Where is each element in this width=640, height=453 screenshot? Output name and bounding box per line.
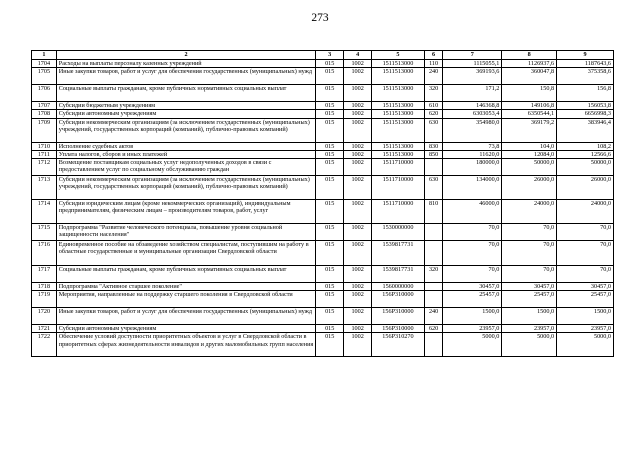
section-code-cell: 1002 [344,333,372,357]
item-name-cell: Обеспечение условий доступности приоритетных объектов и услуг в Свердловской области в приоритетных сферах жизнедеятельности инвалидов и других маломобильных групп населения [56,333,315,357]
row-number-cell: 1704 [32,60,57,68]
expense-type-cell: 850 [424,150,443,158]
expense-type-cell: 620 [424,110,443,118]
section-code-cell: 1002 [344,60,372,68]
item-name-cell: Подпрограмма "Активное старшее поколение" [56,283,315,291]
target-article-cell: 1511513000 [372,60,425,68]
amount-year3-cell: 24000,0 [557,200,614,224]
expense-type-cell [424,224,443,241]
item-name-cell: Мероприятия, направленные на поддержку старшего поколения в Свердловской области [56,291,315,308]
amount-year3-cell: 375358,6 [557,68,614,85]
table-row [32,60,614,68]
target-article-cell: 1511513000 [372,118,425,142]
section-code-cell: 1002 [344,150,372,158]
header-cell: 3 [316,51,344,60]
amount-year1-cell: 25457,0 [443,291,502,308]
table-row [32,142,614,150]
amount-year1-cell: 180000,0 [443,159,502,176]
section-code-cell: 1002 [344,200,372,224]
amount-year1-cell: 134000,0 [443,176,502,200]
item-name-cell: Социальные выплаты гражданам, кроме публичных нормативных социальных выплат [56,266,315,283]
expense-type-cell: 110 [424,60,443,68]
target-article-cell: 1511513000 [372,85,425,102]
section-code-cell: 1002 [344,159,372,176]
amount-year1-cell: 30457,0 [443,283,502,291]
section-code-cell: 1002 [344,291,372,308]
section-code-cell: 1002 [344,241,372,266]
amount-year1-cell: 70,0 [443,241,502,266]
item-name-cell: Субсидии некоммерческим организациям (за исключением государственных (муниципальных) учреждений, государственных корпораций (компаний), публично-правовых компаний) [56,176,315,200]
header-cell: 5 [372,51,425,60]
row-number-cell: 1715 [32,224,57,241]
amount-year2-cell: 24000,0 [502,200,557,224]
item-name-cell: Возмещение поставщикам социальных услуг недополученных доходов в связи с предоставлением услуг по социальному обслуживанию граждан [56,159,315,176]
table-row [32,325,614,333]
amount-year1-cell: 70,0 [443,224,502,241]
amount-year3-cell: 25457,0 [557,291,614,308]
item-name-cell: Субсидии некоммерческим организациям (за исключением государственных (муниципальных) учреждений, государственных корпораций (компаний), публично-правовых компаний) [56,118,315,142]
amount-year2-cell: 70,0 [502,241,557,266]
table-header-row [32,51,614,60]
expense-type-cell: 810 [424,200,443,224]
header-cell: 8 [502,51,557,60]
amount-year2-cell: 25457,0 [502,291,557,308]
row-number-cell: 1707 [32,102,57,110]
amount-year3-cell: 1500,0 [557,308,614,325]
expense-type-cell: 620 [424,325,443,333]
amount-year1-cell: 171,2 [443,85,502,102]
amount-year2-cell: 26000,0 [502,176,557,200]
amount-year3-cell: 156,8 [557,85,614,102]
ministry-code-cell: 015 [316,159,344,176]
table-row [32,283,614,291]
ministry-code-cell: 015 [316,68,344,85]
amount-year2-cell: 30457,0 [502,283,557,291]
row-number-cell: 1720 [32,308,57,325]
amount-year3-cell: 1187643,6 [557,60,614,68]
ministry-code-cell: 015 [316,142,344,150]
expense-type-cell [424,241,443,266]
expense-type-cell [424,333,443,357]
amount-year2-cell: 70,0 [502,224,557,241]
row-number-cell: 1705 [32,68,57,85]
ministry-code-cell: 015 [316,150,344,158]
row-number-cell: 1722 [32,333,57,357]
target-article-cell: 1511513000 [372,110,425,118]
budget-table [31,50,614,357]
row-number-cell: 1706 [32,85,57,102]
amount-year1-cell: 70,0 [443,266,502,283]
amount-year1-cell: 73,8 [443,142,502,150]
row-number-cell: 1711 [32,150,57,158]
amount-year3-cell: 30457,0 [557,283,614,291]
header-cell: 9 [557,51,614,60]
table-row [32,68,614,85]
amount-year3-cell: 70,0 [557,241,614,266]
row-number-cell: 1718 [32,283,57,291]
section-code-cell: 1002 [344,176,372,200]
expense-type-cell: 240 [424,68,443,85]
row-number-cell: 1710 [32,142,57,150]
amount-year2-cell: 12084,0 [502,150,557,158]
table-row [32,308,614,325]
ministry-code-cell: 015 [316,333,344,357]
table-row [32,241,614,266]
row-number-cell: 1719 [32,291,57,308]
table-row [32,176,614,200]
target-article-cell: 1511710000 [372,176,425,200]
amount-year2-cell: 6350544,1 [502,110,557,118]
amount-year1-cell: 1500,0 [443,308,502,325]
amount-year2-cell: 360047,8 [502,68,557,85]
section-code-cell: 1002 [344,118,372,142]
target-article-cell: 1539817731 [372,241,425,266]
target-article-cell: 1560000000 [372,283,425,291]
row-number-cell: 1716 [32,241,57,266]
amount-year3-cell: 6656998,3 [557,110,614,118]
amount-year3-cell: 26000,0 [557,176,614,200]
table-row [32,200,614,224]
amount-year3-cell: 23957,0 [557,325,614,333]
amount-year3-cell: 156053,8 [557,102,614,110]
row-number-cell: 1717 [32,266,57,283]
target-article-cell: 1511513000 [372,68,425,85]
expense-type-cell: 320 [424,266,443,283]
table-row [32,102,614,110]
amount-year3-cell: 383946,4 [557,118,614,142]
item-name-cell: Уплата налогов, сборов и иных платежей [56,150,315,158]
amount-year1-cell: 11620,0 [443,150,502,158]
table-row [32,159,614,176]
table-row [32,291,614,308]
row-number-cell: 1712 [32,159,57,176]
item-name-cell: Расходы на выплаты персоналу казенных учреждений [56,60,315,68]
amount-year3-cell: 108,2 [557,142,614,150]
table-row [32,118,614,142]
table-body [32,60,614,357]
expense-type-cell: 320 [424,85,443,102]
item-name-cell: Иные закупки товаров, работ и услуг для обеспечения государственных (муниципальных) нужд [56,68,315,85]
item-name-cell: Субсидии автономным учреждениям [56,325,315,333]
ministry-code-cell: 015 [316,283,344,291]
row-number-cell: 1708 [32,110,57,118]
target-article-cell: 1511513000 [372,142,425,150]
row-number-cell: 1721 [32,325,57,333]
target-article-cell: 1539817731 [372,266,425,283]
section-code-cell: 1002 [344,68,372,85]
table-row [32,266,614,283]
section-code-cell: 1002 [344,308,372,325]
ministry-code-cell: 015 [316,308,344,325]
header-cell: 1 [32,51,57,60]
amount-year1-cell: 1115055,1 [443,60,502,68]
page-number: 273 [311,12,329,24]
amount-year2-cell: 150,8 [502,85,557,102]
amount-year1-cell: 5000,0 [443,333,502,357]
item-name-cell: Подпрограмма "Развитие человеческого потенциала, повышение уровня социальной защищенности населения" [56,224,315,241]
ministry-code-cell: 015 [316,325,344,333]
table-row [32,150,614,158]
amount-year3-cell: 50000,0 [557,159,614,176]
amount-year1-cell: 354980,0 [443,118,502,142]
amount-year2-cell: 23957,0 [502,325,557,333]
target-article-cell: 1511513000 [372,102,425,110]
item-name-cell: Социальные выплаты гражданам, кроме публичных нормативных социальных выплат [56,85,315,102]
table-row [32,224,614,241]
amount-year1-cell: 146368,8 [443,102,502,110]
row-number-cell: 1713 [32,176,57,200]
row-number-cell: 1714 [32,200,57,224]
expense-type-cell: 630 [424,176,443,200]
ministry-code-cell: 015 [316,266,344,283]
item-name-cell: Субсидии автономным учреждениям [56,110,315,118]
header-cell: 6 [424,51,443,60]
ministry-code-cell: 015 [316,291,344,308]
amount-year2-cell: 50000,0 [502,159,557,176]
amount-year3-cell: 5000,0 [557,333,614,357]
ministry-code-cell: 015 [316,60,344,68]
amount-year3-cell: 70,0 [557,266,614,283]
table-row [32,333,614,357]
target-article-cell: 1511710000 [372,200,425,224]
section-code-cell: 1002 [344,283,372,291]
expense-type-cell [424,283,443,291]
header-cell: 4 [344,51,372,60]
item-name-cell: Иные закупки товаров, работ и услуг для обеспечения государственных (муниципальных) нужд [56,308,315,325]
section-code-cell: 1002 [344,110,372,118]
item-name-cell: Единовременное пособие на обзаведение хозяйством специалистам, поступившим на работу в областные государственные и муниципальные организации Свердловской области [56,241,315,266]
item-name-cell: Субсидии юридическим лицам (кроме некоммерческих организаций), индивидуальным предпринимателям, физическим лицам – производителям товаров, работ, услуг [56,200,315,224]
amount-year2-cell: 104,0 [502,142,557,150]
ministry-code-cell: 015 [316,241,344,266]
section-code-cell: 1002 [344,85,372,102]
target-article-cell: 156Р310000 [372,325,425,333]
expense-type-cell [424,159,443,176]
amount-year3-cell: 12566,6 [557,150,614,158]
section-code-cell: 1002 [344,224,372,241]
ministry-code-cell: 015 [316,224,344,241]
target-article-cell: 1511710000 [372,159,425,176]
ministry-code-cell: 015 [316,200,344,224]
expense-type-cell: 630 [424,118,443,142]
amount-year1-cell: 6303053,4 [443,110,502,118]
ministry-code-cell: 015 [316,110,344,118]
amount-year1-cell: 23957,0 [443,325,502,333]
section-code-cell: 1002 [344,325,372,333]
target-article-cell: 156Р310000 [372,308,425,325]
amount-year1-cell: 369193,6 [443,68,502,85]
amount-year2-cell: 1126937,6 [502,60,557,68]
item-name-cell: Исполнение судебных актов [56,142,315,150]
expense-type-cell: 830 [424,142,443,150]
amount-year2-cell: 70,0 [502,266,557,283]
row-number-cell: 1709 [32,118,57,142]
ministry-code-cell: 015 [316,118,344,142]
amount-year3-cell: 70,0 [557,224,614,241]
ministry-code-cell: 015 [316,85,344,102]
section-code-cell: 1002 [344,142,372,150]
item-name-cell: Субсидии бюджетным учреждениям [56,102,315,110]
table-row [32,110,614,118]
header-cell: 7 [443,51,502,60]
amount-year2-cell: 5000,0 [502,333,557,357]
ministry-code-cell: 015 [316,102,344,110]
header-cell: 2 [56,51,315,60]
target-article-cell: 1511513000 [372,150,425,158]
expense-type-cell: 610 [424,102,443,110]
table-row [32,85,614,102]
target-article-cell: 1530000000 [372,224,425,241]
amount-year2-cell: 369179,2 [502,118,557,142]
section-code-cell: 1002 [344,266,372,283]
target-article-cell: 156Р310270 [372,333,425,357]
target-article-cell: 156Р310000 [372,291,425,308]
amount-year1-cell: 46000,0 [443,200,502,224]
expense-type-cell [424,291,443,308]
section-code-cell: 1002 [344,102,372,110]
ministry-code-cell: 015 [316,176,344,200]
amount-year2-cell: 1500,0 [502,308,557,325]
expense-type-cell: 240 [424,308,443,325]
amount-year2-cell: 149106,8 [502,102,557,110]
